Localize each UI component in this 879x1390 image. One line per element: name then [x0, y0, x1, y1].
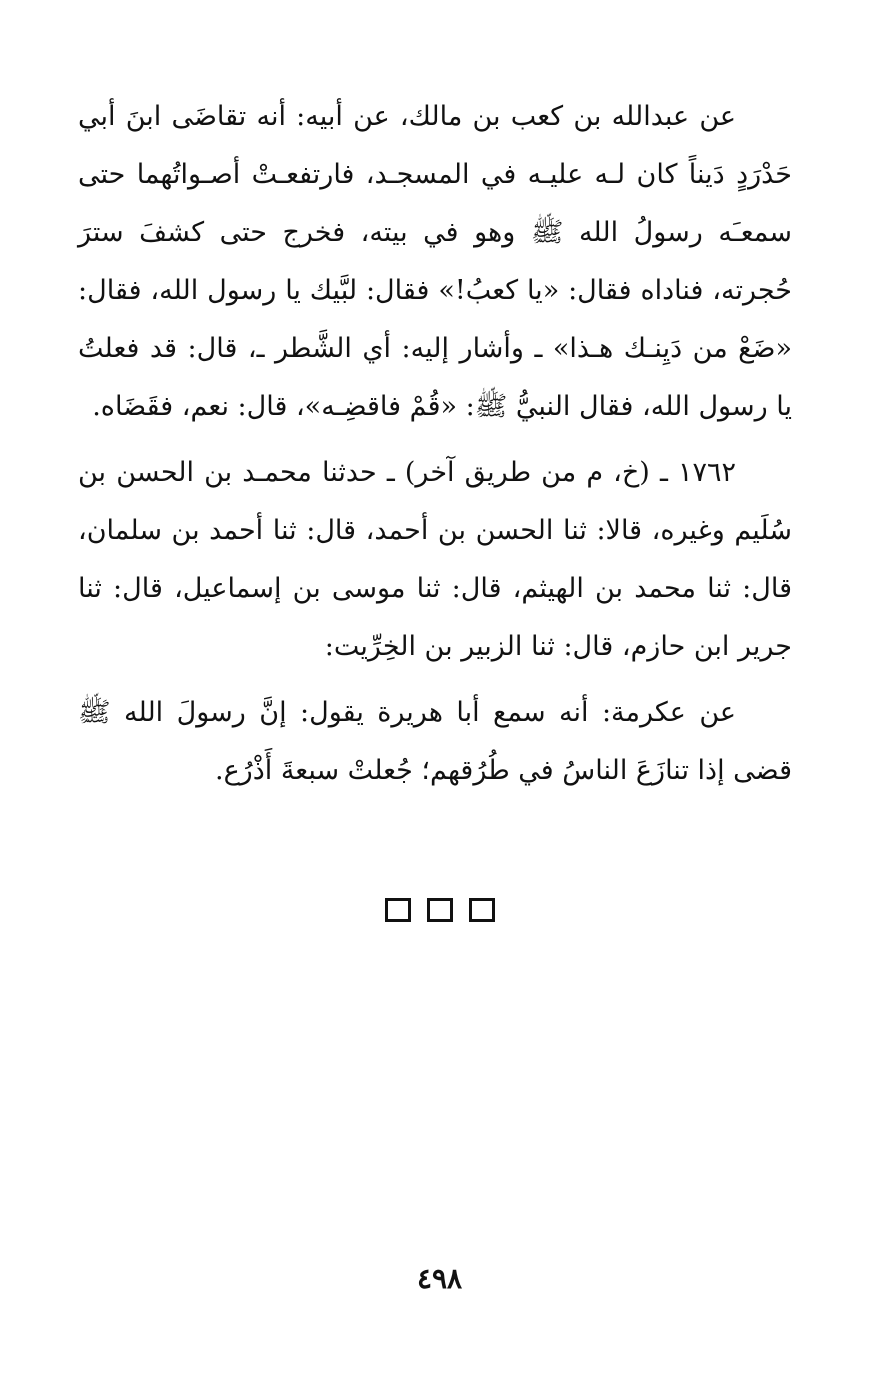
page-number: ٤٩٨ [416, 1262, 463, 1295]
paragraph-hadith-text-2: عن عكرمة: أنه سمع أبا هريرة يقول: إنَّ رسولَ الله ﷺ قضى إذا تنازَعَ الناسُ في طُرُقهم؛ جُعلتْ سبعةَ أَذْرُع. [78, 697, 792, 786]
page-body [78, 88, 792, 800]
square-icon [469, 898, 495, 922]
square-icon [427, 898, 453, 922]
section-end-ornament [0, 898, 879, 922]
paragraph-hadith-text-1: عن عبدالله بن كعب بن مالك، عن أبيه: أنه تقاضَى ابنَ أبي حَدْرَدٍ دَيناً كان لـه عليـه في المسجـد، فارتفعـتْ أصـواتُهما حتى سمعـَه رسولُ الله ﷺ وهو في بيته، فخرج حتى كشفَ سترَ حُجرته، فناداه فقال: «يا كعبُ!» فقال: لبَّيك يا رسول الله، فقال: «ضَعْ من دَيِنـك هـذا» ـ وأشار إليه: أي الشَّطر ـ، قال: قد فعلتُ يا رسول الله، فقال النبيُّ ﷺ: «قُمْ فاقضِـه»، قال: نعم، فقَضَاه. [78, 101, 792, 422]
square-icon [385, 898, 411, 922]
paragraph-isnad-1762: ١٧٦٢ ـ (خ، م من طريق آخر) ـ حدثنا محمـد بن الحسن بن سُلَيم وغيره، قالا: ثنا الحسن بن أحمد، قال: ثنا أحمد بن سلمان، قال: ثنا محمد بن الهيثم، قال: ثنا موسى بن إسماعيل، قال: ثنا جرير ابن حازم، قال: ثنا الزبير بن الخِرِّيت: [78, 457, 792, 662]
